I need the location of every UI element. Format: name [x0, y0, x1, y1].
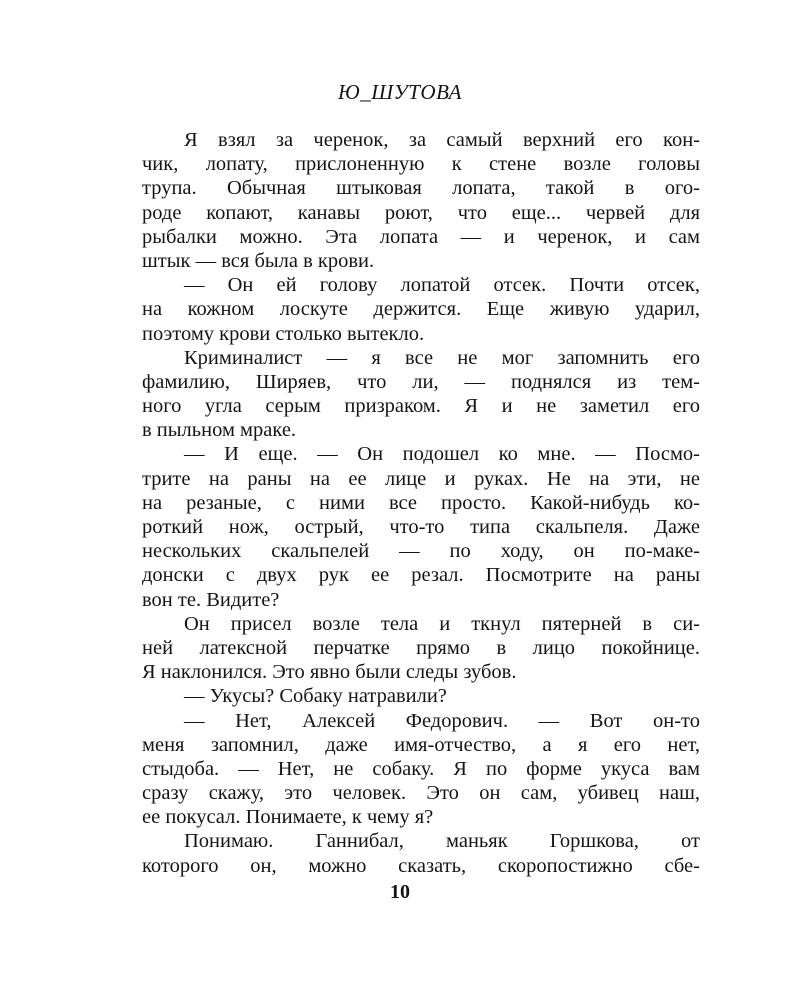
text-line: — Он ей голову лопатой отсек. Почти отсек,: [184, 274, 700, 297]
text-line: сразу скажу, это человек. Это он сам, убивец наш,: [142, 782, 700, 805]
text-line: штык — вся была в крови.: [142, 249, 375, 272]
text-line: Понимаю. Ганнибал, маньяк Горшкова, от: [184, 830, 700, 853]
text-line: рыбалки можно. Эта лопата — и черенок, и сам: [142, 225, 700, 248]
text-line: Он присел возле тела и ткнул пятерней в си-: [184, 612, 700, 635]
text-line: на резаные, с ними все просто. Какой-нибудь ко-: [142, 491, 700, 514]
body-text: [142, 128, 700, 878]
text-line: ее покусал. Понимаете, к чему я?: [142, 806, 434, 829]
text-line: Криминалист — я все не мог запомнить его: [184, 346, 700, 369]
text-line: стыдоба. — Нет, не собаку. Я по форме укуса вам: [142, 757, 700, 780]
text-line: фамилию, Ширяев, что ли, — поднялся из тем-: [142, 370, 700, 393]
text-line: трупа. Обычная штыковая лопата, такой в ого-: [142, 177, 700, 200]
running-head: Ю_ШУТОВА: [338, 80, 462, 104]
text-line: чик, лопату, прислоненную к стене возле головы: [142, 153, 700, 176]
text-line: Я взял за черенок, за самый верхний его кон-: [184, 129, 700, 151]
page-number: 10: [390, 881, 410, 903]
text-line: — И еще. — Он подошел ко мне. — Посмо-: [184, 443, 700, 466]
text-line: донски с двух рук ее резал. Посмотрите на раны: [142, 564, 700, 587]
text-line: нескольких скальпелей — по ходу, он по-маке-: [142, 540, 700, 563]
text-line: меня запомнил, даже имя-отчество, а я его нет,: [142, 733, 700, 756]
text-line: ного угла серым призраком. Я и не заметил его: [142, 395, 700, 418]
text-line: роде копают, канавы роют, что еще... червей для: [142, 201, 700, 224]
text-line: ней латексной перчатке прямо в лицо покойнице.: [142, 636, 700, 659]
text-line: на кожном лоскуте держится. Еще живую ударил,: [142, 298, 700, 321]
text-line: Я наклонился. Это явно были следы зубов.: [142, 661, 517, 684]
text-line: трите на раны на ее лице и руках. Не на эти, не: [142, 467, 700, 490]
text-line: вон те. Видите?: [142, 588, 280, 611]
text-line: роткий нож, острый, что-то типа скальпеля. Даже: [142, 516, 700, 538]
text-line: которого он, можно сказать, скоропостижно сбе-: [142, 854, 700, 877]
text-line: в пыльном мраке.: [142, 419, 297, 442]
text-line: поэтому крови столько вытекло.: [142, 322, 425, 345]
text-line: — Укусы? Собаку натравили?: [184, 685, 447, 708]
text-line: — Нет, Алексей Федорович. — Вот он-то: [184, 709, 700, 732]
